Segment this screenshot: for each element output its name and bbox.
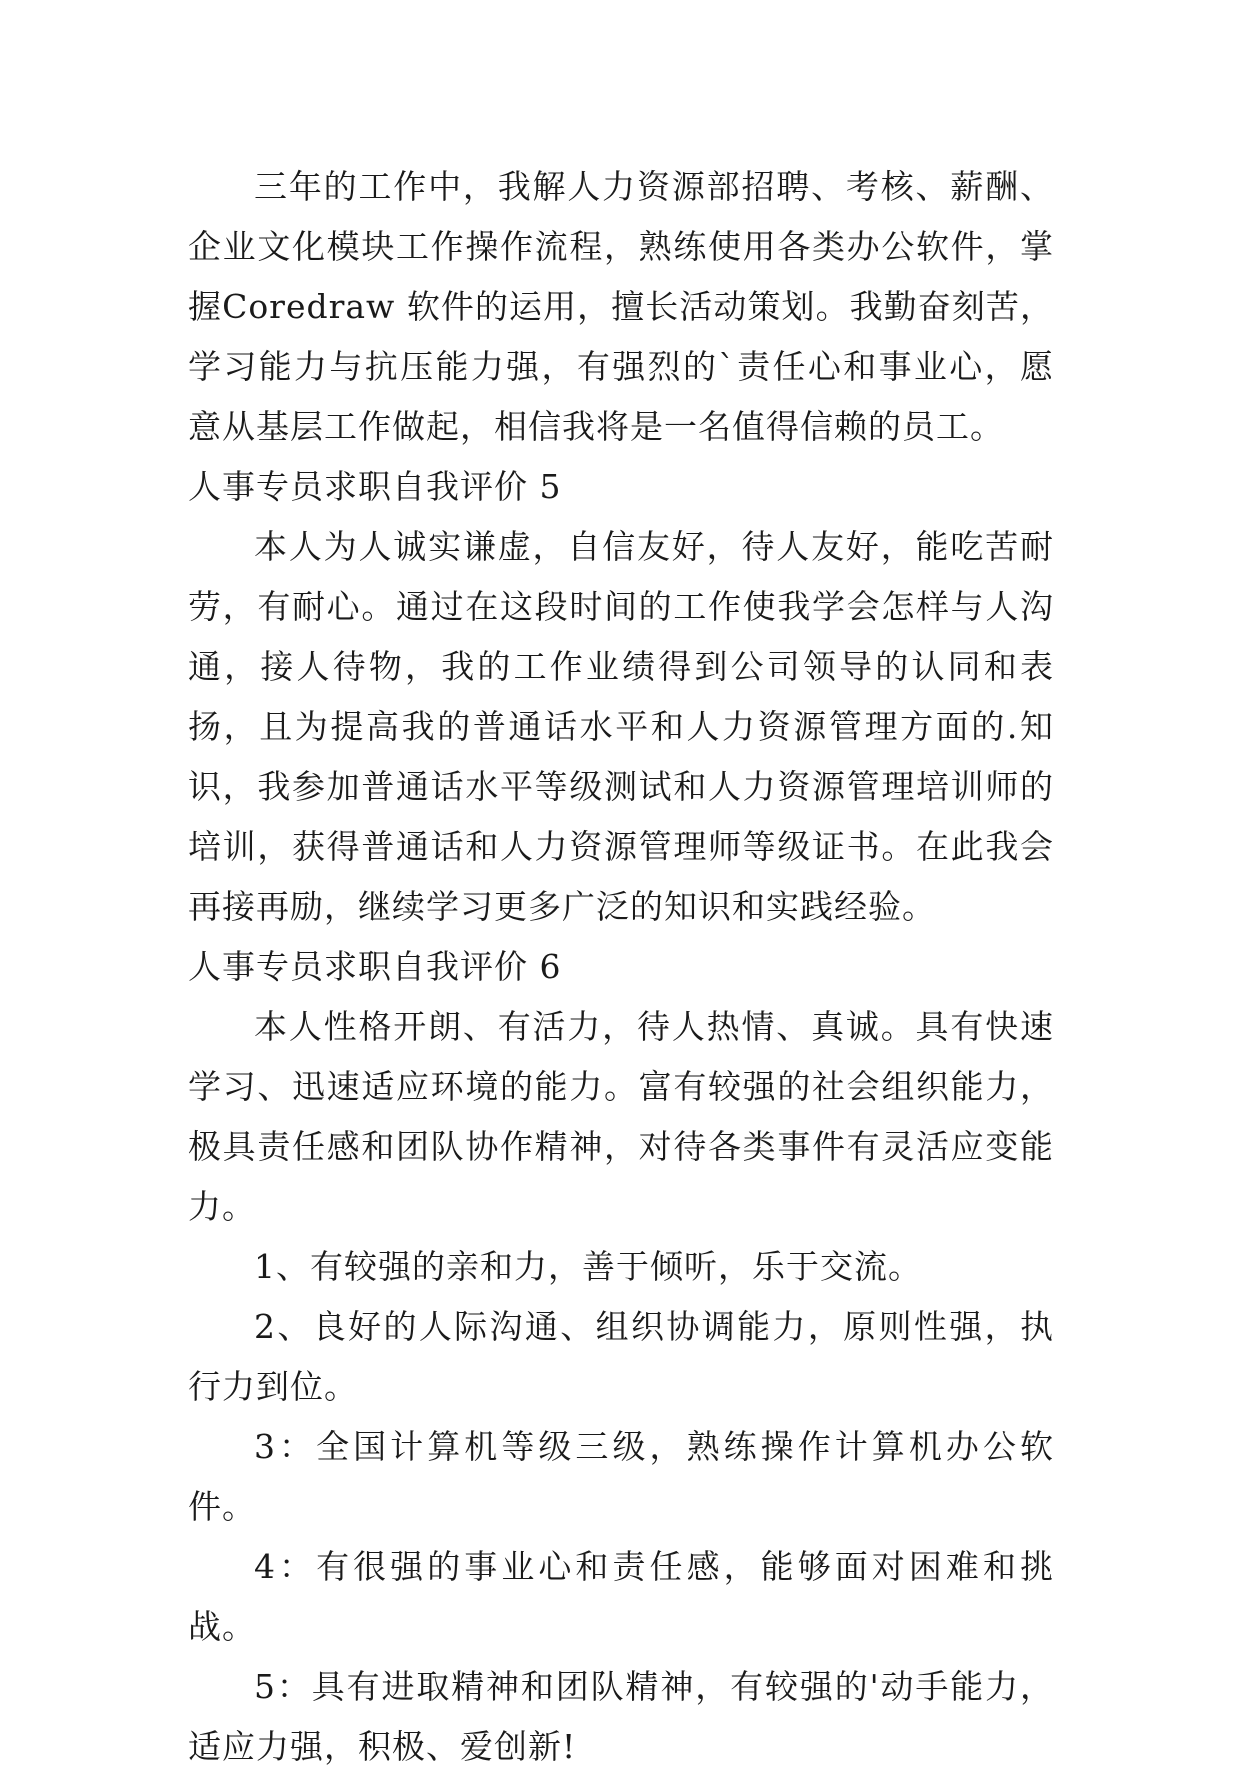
section-heading-6: 人事专员求职自我评价 6 [188, 947, 562, 986]
list-item-3: 3：全国计算机等级三级，熟练操作计算机办公软件。 [188, 1427, 1054, 1526]
list-item-5: 5：具有进取精神和团队精神，有较强的'动手能力，适应力强，积极、爱创新! [188, 1667, 1054, 1766]
list-item-1: 1、有较强的亲和力，善于倾听，乐于交流。 [254, 1247, 922, 1286]
section-heading-5: 人事专员求职自我评价 5 [188, 467, 562, 506]
document-body [188, 157, 1054, 1777]
paragraph-self-evaluation-6: 本人性格开朗、有活力，待人热情、真诚。具有快速学习、迅速适应环境的能力。富有较强的社会组织能力，极具责任感和团队协作精神，对待各类事件有灵活应变能力。 [188, 1007, 1054, 1226]
list-item-4: 4：有很强的事业心和责任感，能够面对困难和挑战。 [188, 1547, 1054, 1646]
list-item-2: 2、良好的人际沟通、组织协调能力，原则性强，执行力到位。 [188, 1307, 1054, 1406]
paragraph-work-experience: 三年的工作中，我解人力资源部招聘、考核、薪酬、企业文化模块工作操作流程，熟练使用各类办公软件，掌握Coredraw 软件的运用，擅长活动策划。我勤奋刻苦，学习能力与抗压能力强，有强烈的`责任心和事业心，愿意从基层工作做起，相信我将是一名值得信赖的员工。 [188, 167, 1054, 446]
paragraph-self-evaluation-5: 本人为人诚实谦虚，自信友好，待人友好，能吃苦耐劳，有耐心。通过在这段时间的工作使我学会怎样与人沟通，接人待物，我的工作业绩得到公司领导的认同和表扬，且为提高我的普通话水平和人力资源管理方面的.知识，我参加普通话水平等级测试和人力资源管理培训师的培训，获得普通话和人力资源管理师等级证书。在此我会再接再励，继续学习更多广泛的知识和实践经验。 [188, 527, 1054, 926]
